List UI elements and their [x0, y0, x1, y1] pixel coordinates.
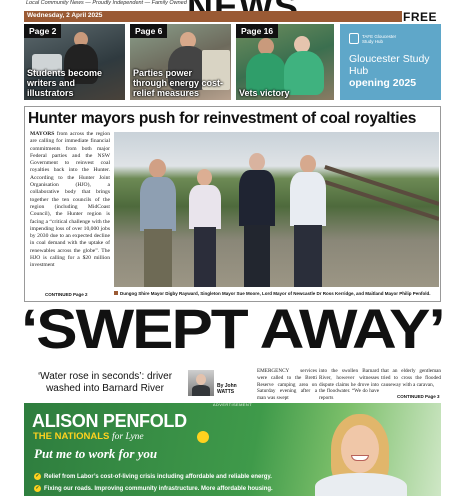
teaser-study-hub[interactable] — [340, 24, 441, 100]
check-icon: ✓ — [35, 473, 40, 479]
ad-electorate: for Lyne — [112, 432, 144, 442]
ad-party — [33, 431, 144, 442]
flood-headline[interactable]: ‘SWEPT AWAY’ — [21, 298, 444, 361]
byline: By John WATTS — [217, 383, 237, 395]
ad-slogan: Put me to work for you — [34, 446, 158, 461]
ad-candidate-name: ALISON PENFOLD — [32, 411, 187, 431]
teaser-energy[interactable] — [130, 24, 231, 100]
lead-story — [24, 106, 441, 302]
person-figure — [136, 159, 180, 287]
photo-caption-text: Dungog Shire Mayor Digby Rayward, Singleton Mayor Sue Moore, Lord Mayor of Newcastle Dr Ross Kerridge, and Maitland Mayor Philip Penfold. — [120, 291, 431, 296]
lead-headline[interactable]: Hunter mayors push for reinvestment of coal royalties — [28, 110, 417, 127]
teaser-vets[interactable] — [236, 24, 334, 100]
price-label: FREE — [403, 10, 438, 24]
lead-in: MAYORS — [30, 131, 55, 137]
teaser-caption: Students become writers and illustrators — [27, 68, 103, 98]
tafe-logo-text: TAFE Gloucester Study Hub — [362, 34, 397, 44]
ad-label: ADVERTISEMENT — [212, 403, 253, 407]
check-icon: ✓ — [35, 485, 40, 491]
study-hub-opening: opening 2025 — [349, 77, 417, 89]
page-tag: Page 6 — [130, 24, 167, 38]
issue-date: Wednesday, 2 April 2025 — [27, 12, 103, 19]
flood-subhead[interactable]: ‘Water rose in seconds’: driver washed into Barnard River — [37, 371, 173, 394]
flood-story-col-2: into the swollen Barnard River, however witnesses dispute claims he drove into the floodwater. “We do have reports — [319, 368, 379, 402]
teaser-caption: Parties power through energy cost-relief measures — [133, 68, 224, 98]
candidate-photo — [311, 411, 411, 496]
teaser-students[interactable] — [24, 24, 125, 100]
ad-point-text: Fixing our roads. Improving community infrastructure. More affordable housing. — [44, 486, 273, 493]
person-figure — [186, 169, 224, 287]
teaser-caption: Vets victory — [239, 88, 290, 98]
page-tag: Page 16 — [236, 24, 278, 38]
flood-story-col-1: EMERGENCY services were called to the Bretti Reserve camping area on Saturday evening after a man was swept — [257, 368, 317, 402]
advertisement[interactable] — [24, 403, 441, 496]
lead-body-text: from across the region are calling for immediate financial commitments from both major Federal parties and the NSW Government to reinvest coal royalties back into the Hunter. According to the Hunter Joint Organisation (HJO), a collaborative body that brings together the ten councils of the region (including MidCoast Council), the Hunter region is facing a “critical challenge with the impending loss of over 10,000 jobs by 2030 due to an expected decline in coal demand with the uptake of renewables across the globe”. The HJO is calling for a $20 million investment — [30, 131, 110, 269]
tafe-logo-icon — [349, 33, 359, 44]
ad-point-text: Relief from Labor’s cost-of-living crisis including affordable and reliable energy. — [44, 474, 272, 481]
person-figure — [236, 153, 278, 287]
party-logo-icon — [197, 431, 209, 443]
reporter-photo — [188, 370, 214, 396]
dateline-bar — [24, 11, 402, 22]
ad-point — [34, 485, 273, 492]
ad-party-name: THE NATIONALS — [33, 431, 110, 442]
mayors-photo — [114, 132, 439, 287]
masthead-tagline: Local Community News — Proudly Independent — Family Owned — [26, 0, 187, 6]
lead-body — [30, 131, 110, 270]
study-hub-title: Gloucester Study Hub — [349, 53, 430, 77]
flood-story-col-3: that an elderly gentleman tried to cross the flooded causeway with a caravan, — [381, 368, 441, 388]
page-tag: Page 2 — [24, 24, 61, 38]
continued-label[interactable]: CONTINUED Page 3 — [397, 394, 440, 399]
continued-label[interactable]: CONTINUED Page 2 — [45, 292, 88, 297]
person-figure — [286, 155, 330, 287]
ad-point — [34, 473, 272, 480]
